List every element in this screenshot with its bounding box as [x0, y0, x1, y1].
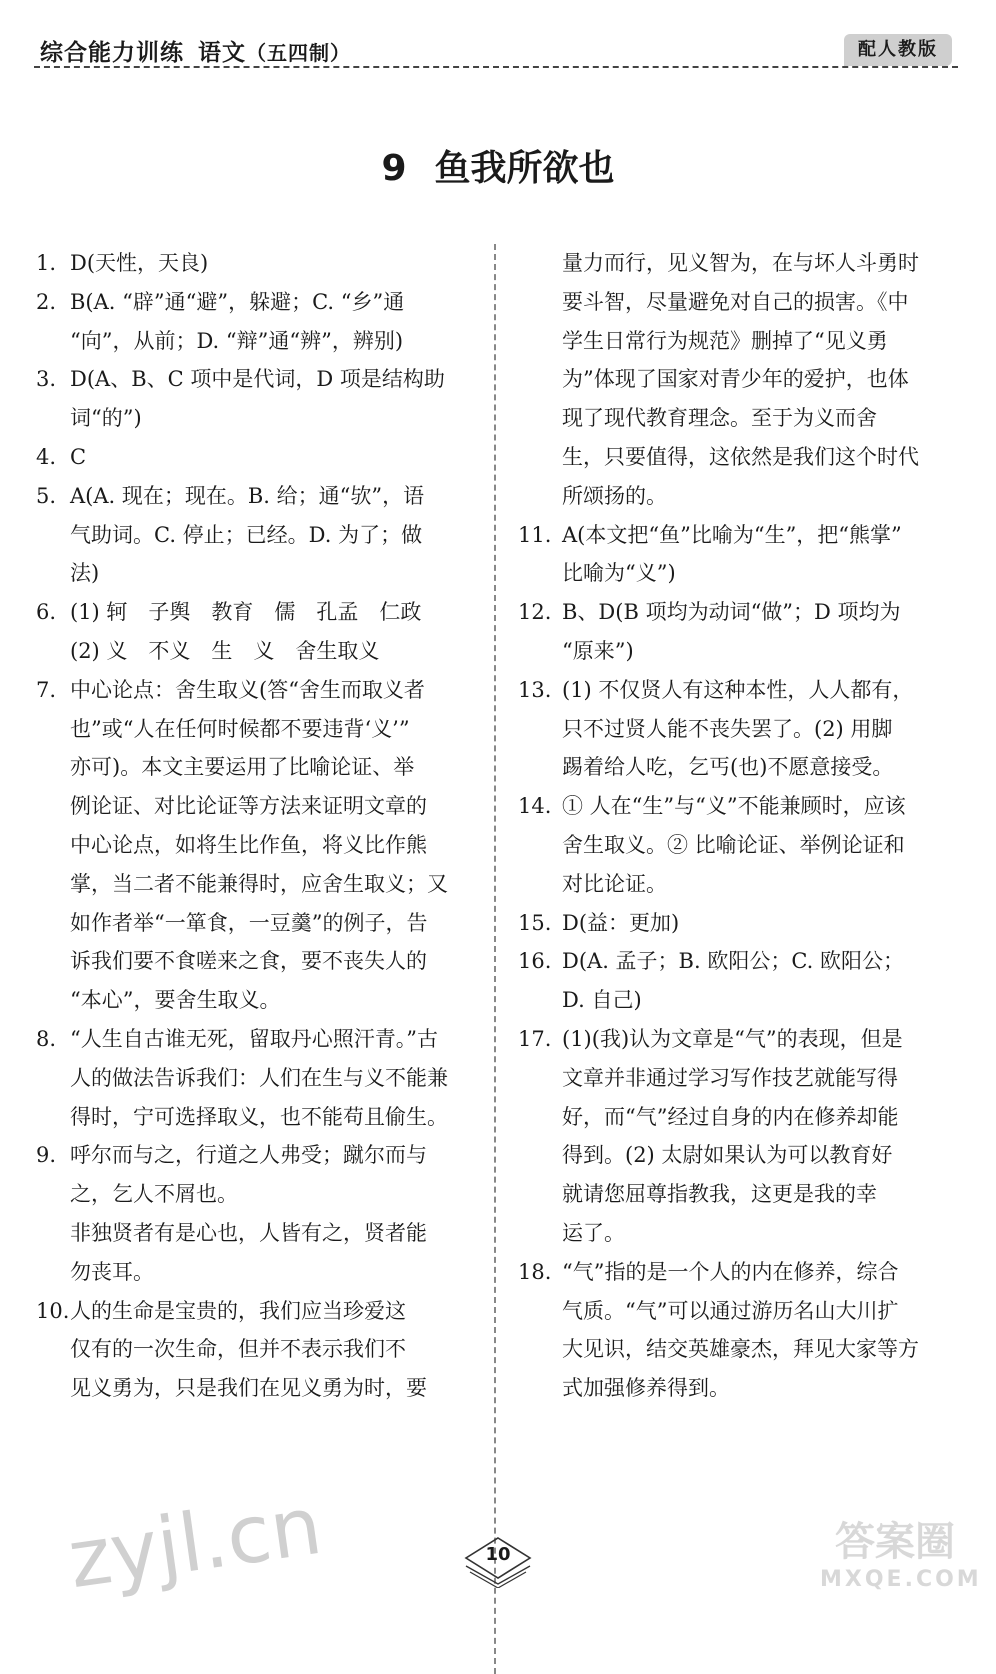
answer-text: 就请您屈尊指教我，这更是我的幸 [562, 1182, 877, 1207]
answer-text: 掌，当二者不能兼得时，应舍生取义；又 [70, 871, 448, 896]
answer-text: 所颂扬的。 [562, 483, 667, 508]
answer-number: 8. [36, 1026, 57, 1051]
answer-line [36, 1020, 472, 1059]
answer-line [518, 942, 948, 981]
answer-number: 5. [36, 483, 57, 508]
answer-line [518, 593, 948, 632]
answer-text: 现了现代教育理念。至于为义而舍 [562, 406, 877, 431]
answer-line [518, 1175, 948, 1214]
answer-number [518, 283, 562, 322]
answer-line [36, 283, 472, 322]
answer-line [518, 632, 948, 671]
answer-number: 3. [36, 367, 57, 392]
answer-line [36, 1136, 472, 1175]
answer-text: 例论证、对比论证等方法来证明文章的 [70, 794, 427, 819]
answer-number [36, 942, 70, 981]
answer-number: 11. [518, 522, 552, 547]
answer-number [36, 1369, 70, 1408]
page-number: 10 [485, 1544, 511, 1565]
answers-right-column [518, 244, 948, 1408]
answer-number: 16. [518, 949, 552, 974]
answer-text: 也”或“人在任何时候都不要违背‘义’” [70, 716, 410, 741]
answer-text: 要斗智，尽量避免对自己的损害。《中 [562, 289, 909, 314]
answer-text: (1) 轲 子舆 教育 儒 孔孟 仁政 [70, 600, 422, 625]
answer-line [36, 787, 472, 826]
answer-line [518, 1330, 948, 1369]
answer-line [518, 710, 948, 749]
watermark-mxqe [820, 1510, 982, 1592]
answer-text: 式加强修养得到。 [562, 1376, 730, 1401]
watermark-mxqe-domain: MXQE.COM [820, 1567, 982, 1592]
answer-line [36, 1098, 472, 1137]
answer-text: 生，只要值得，这依然是我们这个时代 [562, 444, 919, 469]
answer-text: D(A. 孟子；B. 欧阳公；C. 欧阳公； [562, 949, 904, 974]
answer-line [518, 1253, 948, 1292]
answer-line [36, 826, 472, 865]
answer-text: “原来”) [562, 638, 634, 663]
answer-number [36, 399, 70, 438]
answer-line [36, 477, 472, 516]
answer-line [36, 865, 472, 904]
answer-text: 法) [70, 561, 100, 586]
publisher-badge: 配人教版 [844, 34, 952, 66]
answer-text: D(A、B、C 项中是代词，D 项是结构助 [70, 367, 445, 392]
answer-line [36, 632, 472, 671]
answer-line [36, 942, 472, 981]
answer-line [36, 671, 472, 710]
answer-line [518, 671, 948, 710]
answer-number [36, 865, 70, 904]
answer-text: 舍生取义。② 比喻论证、举例论证和 [562, 832, 905, 857]
answer-number [36, 1253, 70, 1292]
answer-line [36, 322, 472, 361]
answer-text: 人的做法告诉我们：人们在生与义不能兼 [70, 1065, 448, 1090]
answer-number [36, 748, 70, 787]
answer-line [36, 438, 472, 477]
answer-number [518, 1098, 562, 1137]
answer-number: 2. [36, 289, 57, 314]
answer-number [36, 1214, 70, 1253]
answer-number [36, 1330, 70, 1369]
answer-text: 勿丧耳。 [70, 1259, 154, 1284]
answer-number: 4. [36, 444, 57, 469]
answer-number [518, 1330, 562, 1369]
answer-text: 见义勇为，只是我们在见义勇为时，要 [70, 1376, 427, 1401]
answer-text: 学生日常行为规范》删掉了“见义勇 [562, 328, 888, 353]
answer-line [36, 360, 472, 399]
book-title: 综合能力训练 [40, 40, 184, 66]
answer-text: (1)(我)认为文章是“气”的表现，但是 [562, 1026, 903, 1051]
answer-line [518, 1136, 948, 1175]
answer-text: 呼尔而与之，行道之人弗受；蹴尔而与 [70, 1143, 427, 1168]
answer-text: “气”指的是一个人的内在修养，综合 [562, 1259, 899, 1284]
answer-text: 比喻为“义”) [562, 561, 676, 586]
answer-line [518, 981, 948, 1020]
answer-text: B(A. “辟”通“避”，躲避；C. “乡”通 [70, 289, 405, 314]
answer-line [518, 399, 948, 438]
subject-label: 语文 [198, 40, 246, 66]
answer-text: 为”体现了国家对青少年的爱护，也体 [562, 367, 909, 392]
answer-line [518, 244, 948, 283]
answer-number [518, 981, 562, 1020]
watermark-mxqe-title: 答案圈 [835, 1519, 955, 1565]
answer-number [36, 1175, 70, 1214]
answer-number [518, 1175, 562, 1214]
answer-line [518, 826, 948, 865]
answer-line [518, 554, 948, 593]
answer-number [518, 1369, 562, 1408]
answer-number [518, 748, 562, 787]
answer-number [518, 632, 562, 671]
answer-line [518, 360, 948, 399]
answer-number [36, 787, 70, 826]
answer-text: 踢着给人吃，乞丐(也)不愿意接受。 [562, 755, 894, 780]
answer-text: 气质。“气”可以通过游历名山大川扩 [562, 1298, 899, 1323]
answer-number: 9. [36, 1143, 57, 1168]
answer-text: 中心论点，如将生比作鱼，将义比作熊 [70, 832, 427, 857]
answer-number [36, 710, 70, 749]
answer-number: 7. [36, 677, 57, 702]
answer-line [36, 554, 472, 593]
answer-number: 14. [518, 794, 552, 819]
lesson-name: 鱼我所欲也 [434, 148, 615, 189]
answer-number [518, 1292, 562, 1331]
answer-line [36, 904, 472, 943]
answer-number [36, 322, 70, 361]
answer-line [518, 1214, 948, 1253]
answer-line [36, 748, 472, 787]
answer-line [518, 477, 948, 516]
header-book-info [40, 34, 351, 67]
answer-number: 17. [518, 1026, 552, 1051]
answer-number [518, 244, 562, 283]
answer-number [518, 554, 562, 593]
answer-text: 如作者举“一箪食，一豆羹”的例子，告 [70, 910, 428, 935]
answer-text: 大见识，结交英雄豪杰，拜见大家等方 [562, 1337, 919, 1362]
answer-text: 人的生命是宝贵的，我们应当珍爱这 [70, 1298, 406, 1323]
answer-number: 18. [518, 1259, 552, 1284]
answer-text: “本心”，要舍生取义。 [70, 988, 281, 1013]
answer-text: 好，而“气”经过自身的内在修养却能 [562, 1104, 899, 1129]
answer-line [36, 1175, 472, 1214]
answer-number: 15. [518, 910, 552, 935]
answer-line [36, 1253, 472, 1292]
answer-number [518, 710, 562, 749]
answer-text: 词“的”) [70, 406, 142, 431]
answer-text: 之，乞人不屑也。 [70, 1182, 238, 1207]
answer-number [518, 1136, 562, 1175]
answer-number [518, 1059, 562, 1098]
answer-number: 1. [36, 251, 57, 275]
answer-line [36, 710, 472, 749]
answer-text: D. 自己) [562, 988, 642, 1013]
answers-left-column [36, 244, 472, 1408]
answer-line [36, 1369, 472, 1408]
answer-line [518, 516, 948, 555]
answer-line [36, 399, 472, 438]
answer-line [518, 1292, 948, 1331]
edition-label: （五四制） [246, 41, 351, 65]
answer-line [36, 516, 472, 555]
answer-number [518, 865, 562, 904]
answer-text: ① 人在“生”与“义”不能兼顾时，应该 [562, 794, 906, 819]
page-header [40, 28, 956, 68]
answer-text: 得时，宁可选择取义，也不能苟且偷生。 [70, 1104, 448, 1129]
answer-text: 只不过贤人能不丧失罢了。(2) 用脚 [562, 716, 893, 741]
answer-text: D(天性，天良) [70, 251, 209, 275]
answer-number [36, 981, 70, 1020]
answer-line [36, 1214, 472, 1253]
lesson-number: 9 [381, 148, 407, 189]
lesson-title [0, 140, 996, 191]
answer-text: 亦可)。本文主要运用了比喻论证、举 [70, 755, 415, 780]
answer-text: “向”，从前；D. “辩”通“辨”，辨别) [70, 328, 404, 353]
header-divider [34, 66, 958, 68]
answer-text: “人生自古谁无死，留取丹心照汗青。”古 [70, 1026, 438, 1051]
answer-text: 诉我们要不食嗟来之食，要不丧失人的 [70, 949, 427, 974]
answer-number [36, 1059, 70, 1098]
answer-line [518, 904, 948, 943]
answer-number [36, 826, 70, 865]
answer-number: 10. [36, 1298, 70, 1323]
answer-line [36, 1059, 472, 1098]
answer-number [518, 1214, 562, 1253]
answer-text: D(益：更加) [562, 910, 680, 935]
answer-line [36, 981, 472, 1020]
answer-line [36, 244, 472, 283]
answer-line [518, 1020, 948, 1059]
answer-text: 文章并非通过学习写作技艺就能写得 [562, 1065, 898, 1090]
answer-text: 仅有的一次生命，但并不表示我们不 [70, 1337, 406, 1362]
answer-text: A(A. 现在；现在。B. 给；通“欤”，语 [70, 483, 425, 508]
answer-number [518, 322, 562, 361]
answer-number [36, 904, 70, 943]
answer-number: 13. [518, 677, 552, 702]
answer-text: C [70, 444, 87, 469]
answer-text: 对比论证。 [562, 871, 667, 896]
answer-line [518, 283, 948, 322]
answer-text: 中心论点：舍生取义(答“舍生而取义者 [70, 677, 425, 702]
answer-line [518, 787, 948, 826]
answer-line [518, 1098, 948, 1137]
watermark-zyjl: zyjl.cn [62, 1478, 328, 1607]
page-number-badge [460, 1536, 536, 1588]
answer-text: (2) 义 不义 生 义 舍生取义 [70, 638, 380, 663]
answer-number [36, 1098, 70, 1137]
answer-number [518, 438, 562, 477]
answer-text: 非独贤者有是心也，人皆有之，贤者能 [70, 1220, 427, 1245]
answer-number [36, 554, 70, 593]
answer-line [518, 748, 948, 787]
answer-line [36, 593, 472, 632]
answer-number: 6. [36, 600, 57, 625]
answer-line [36, 1330, 472, 1369]
answer-text: 得到。(2) 太尉如果认为可以教育好 [562, 1143, 893, 1168]
answer-text: (1) 不仅贤人有这种本性，人人都有， [562, 677, 914, 702]
answer-number [518, 477, 562, 516]
answer-line [518, 322, 948, 361]
answer-number [518, 826, 562, 865]
answer-line [36, 1292, 472, 1331]
answer-number [36, 632, 70, 671]
answer-text: B、D(B 项均为动词“做”；D 项均为 [562, 600, 901, 625]
answer-line [518, 865, 948, 904]
answer-number [518, 360, 562, 399]
answer-text: 量力而行，见义智为，在与坏人斗勇时 [562, 251, 919, 275]
answer-text: A(本文把“鱼”比喻为“生”，把“熊掌” [562, 522, 902, 547]
answer-line [518, 438, 948, 477]
column-divider [494, 244, 496, 1674]
answer-line [518, 1059, 948, 1098]
answer-number [518, 399, 562, 438]
answer-number: 12. [518, 600, 552, 625]
answer-text: 气助词。C. 停止；已经。D. 为了；做 [70, 522, 423, 547]
answer-line [518, 1369, 948, 1408]
answer-text: 运了。 [562, 1220, 625, 1245]
answer-number [36, 516, 70, 555]
